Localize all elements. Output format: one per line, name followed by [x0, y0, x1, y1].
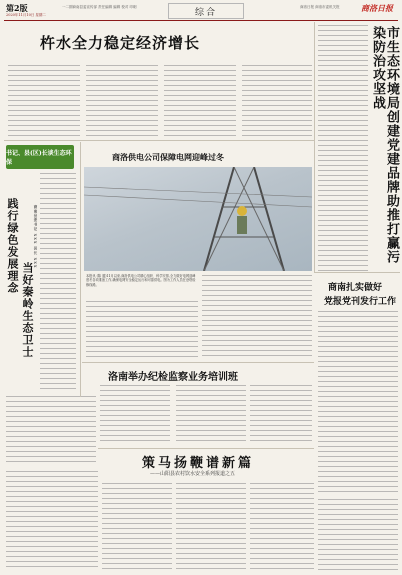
article-text-block — [8, 64, 80, 136]
divider — [98, 448, 314, 449]
masthead-meta-right: 商洛日报 商洛市委机关报 — [300, 5, 340, 9]
article-text-block — [242, 64, 312, 136]
main-headline: 杵水全力稳定经济增长 — [40, 34, 201, 52]
photo-caption: 本报讯 (陈 通)11月以来,商洛供电公司精心组织、科学安排,全力做好电网迎峰度冬各项准备工作,确保电网安全稳定运行和可靠供电。图为工作人员在登塔检修线路。 — [86, 274, 196, 287]
right-vertical-title: 市生态环境局创建党建品牌助推打赢污染防治攻坚战 — [370, 26, 399, 264]
divider — [82, 362, 314, 363]
article-text-block — [40, 172, 76, 392]
article-text-block — [250, 384, 312, 444]
article-text-block — [318, 498, 398, 570]
byline: 商南县委书记 XXX 县长 XXX — [33, 205, 37, 269]
article-text-block — [318, 24, 368, 272]
power-tower-illustration — [84, 167, 312, 271]
mid-headline: 洛南举办纪检监察业务培训班 — [108, 372, 238, 383]
masthead-meta: 一二期商南县委宣传部 责任编辑 编辑 校对 印刷 — [62, 5, 137, 9]
left-vertical-title-2: 当好秦岭生态卫士 — [21, 262, 34, 358]
article-text-block — [102, 482, 172, 570]
article-text-block — [6, 470, 98, 570]
divider — [314, 272, 400, 273]
left-vertical-title-1: 践行绿色发展理念 — [6, 198, 19, 294]
photo-title: 商洛供电公司保障电网迎峰过冬 — [112, 152, 224, 162]
article-text-block — [202, 274, 312, 360]
article-text-block — [176, 482, 246, 570]
news-photo — [84, 167, 312, 271]
article-text-block — [86, 64, 158, 136]
article-text-block — [176, 384, 246, 444]
feature-subhead: ——山阳县农村饮水安全系列报道之五 — [150, 471, 236, 477]
column-divider — [80, 142, 81, 397]
right-box-title-2: 党报党刊发行工作 — [324, 297, 397, 307]
page-number: 第2版 — [6, 3, 28, 13]
masthead-rule — [4, 20, 398, 21]
article-text-block — [164, 64, 236, 136]
section-label: 综合 — [168, 3, 244, 19]
newspaper-logo: 商洛日报 — [361, 3, 393, 13]
article-text-block — [6, 395, 96, 465]
right-box-title-1: 商南扎实做好 — [328, 283, 383, 293]
article-text-block — [86, 300, 198, 360]
column-divider — [314, 22, 315, 272]
feature-headline: 策马扬鞭谱新篇 — [142, 456, 255, 471]
article-text-block — [100, 384, 170, 444]
column-tag: 书记、县(区)长谈生态环保 — [6, 145, 74, 169]
divider — [4, 140, 314, 141]
page-date: 2020年11月10日 星期二 — [6, 13, 46, 17]
article-text-block — [318, 310, 398, 495]
article-text-block — [250, 482, 314, 570]
